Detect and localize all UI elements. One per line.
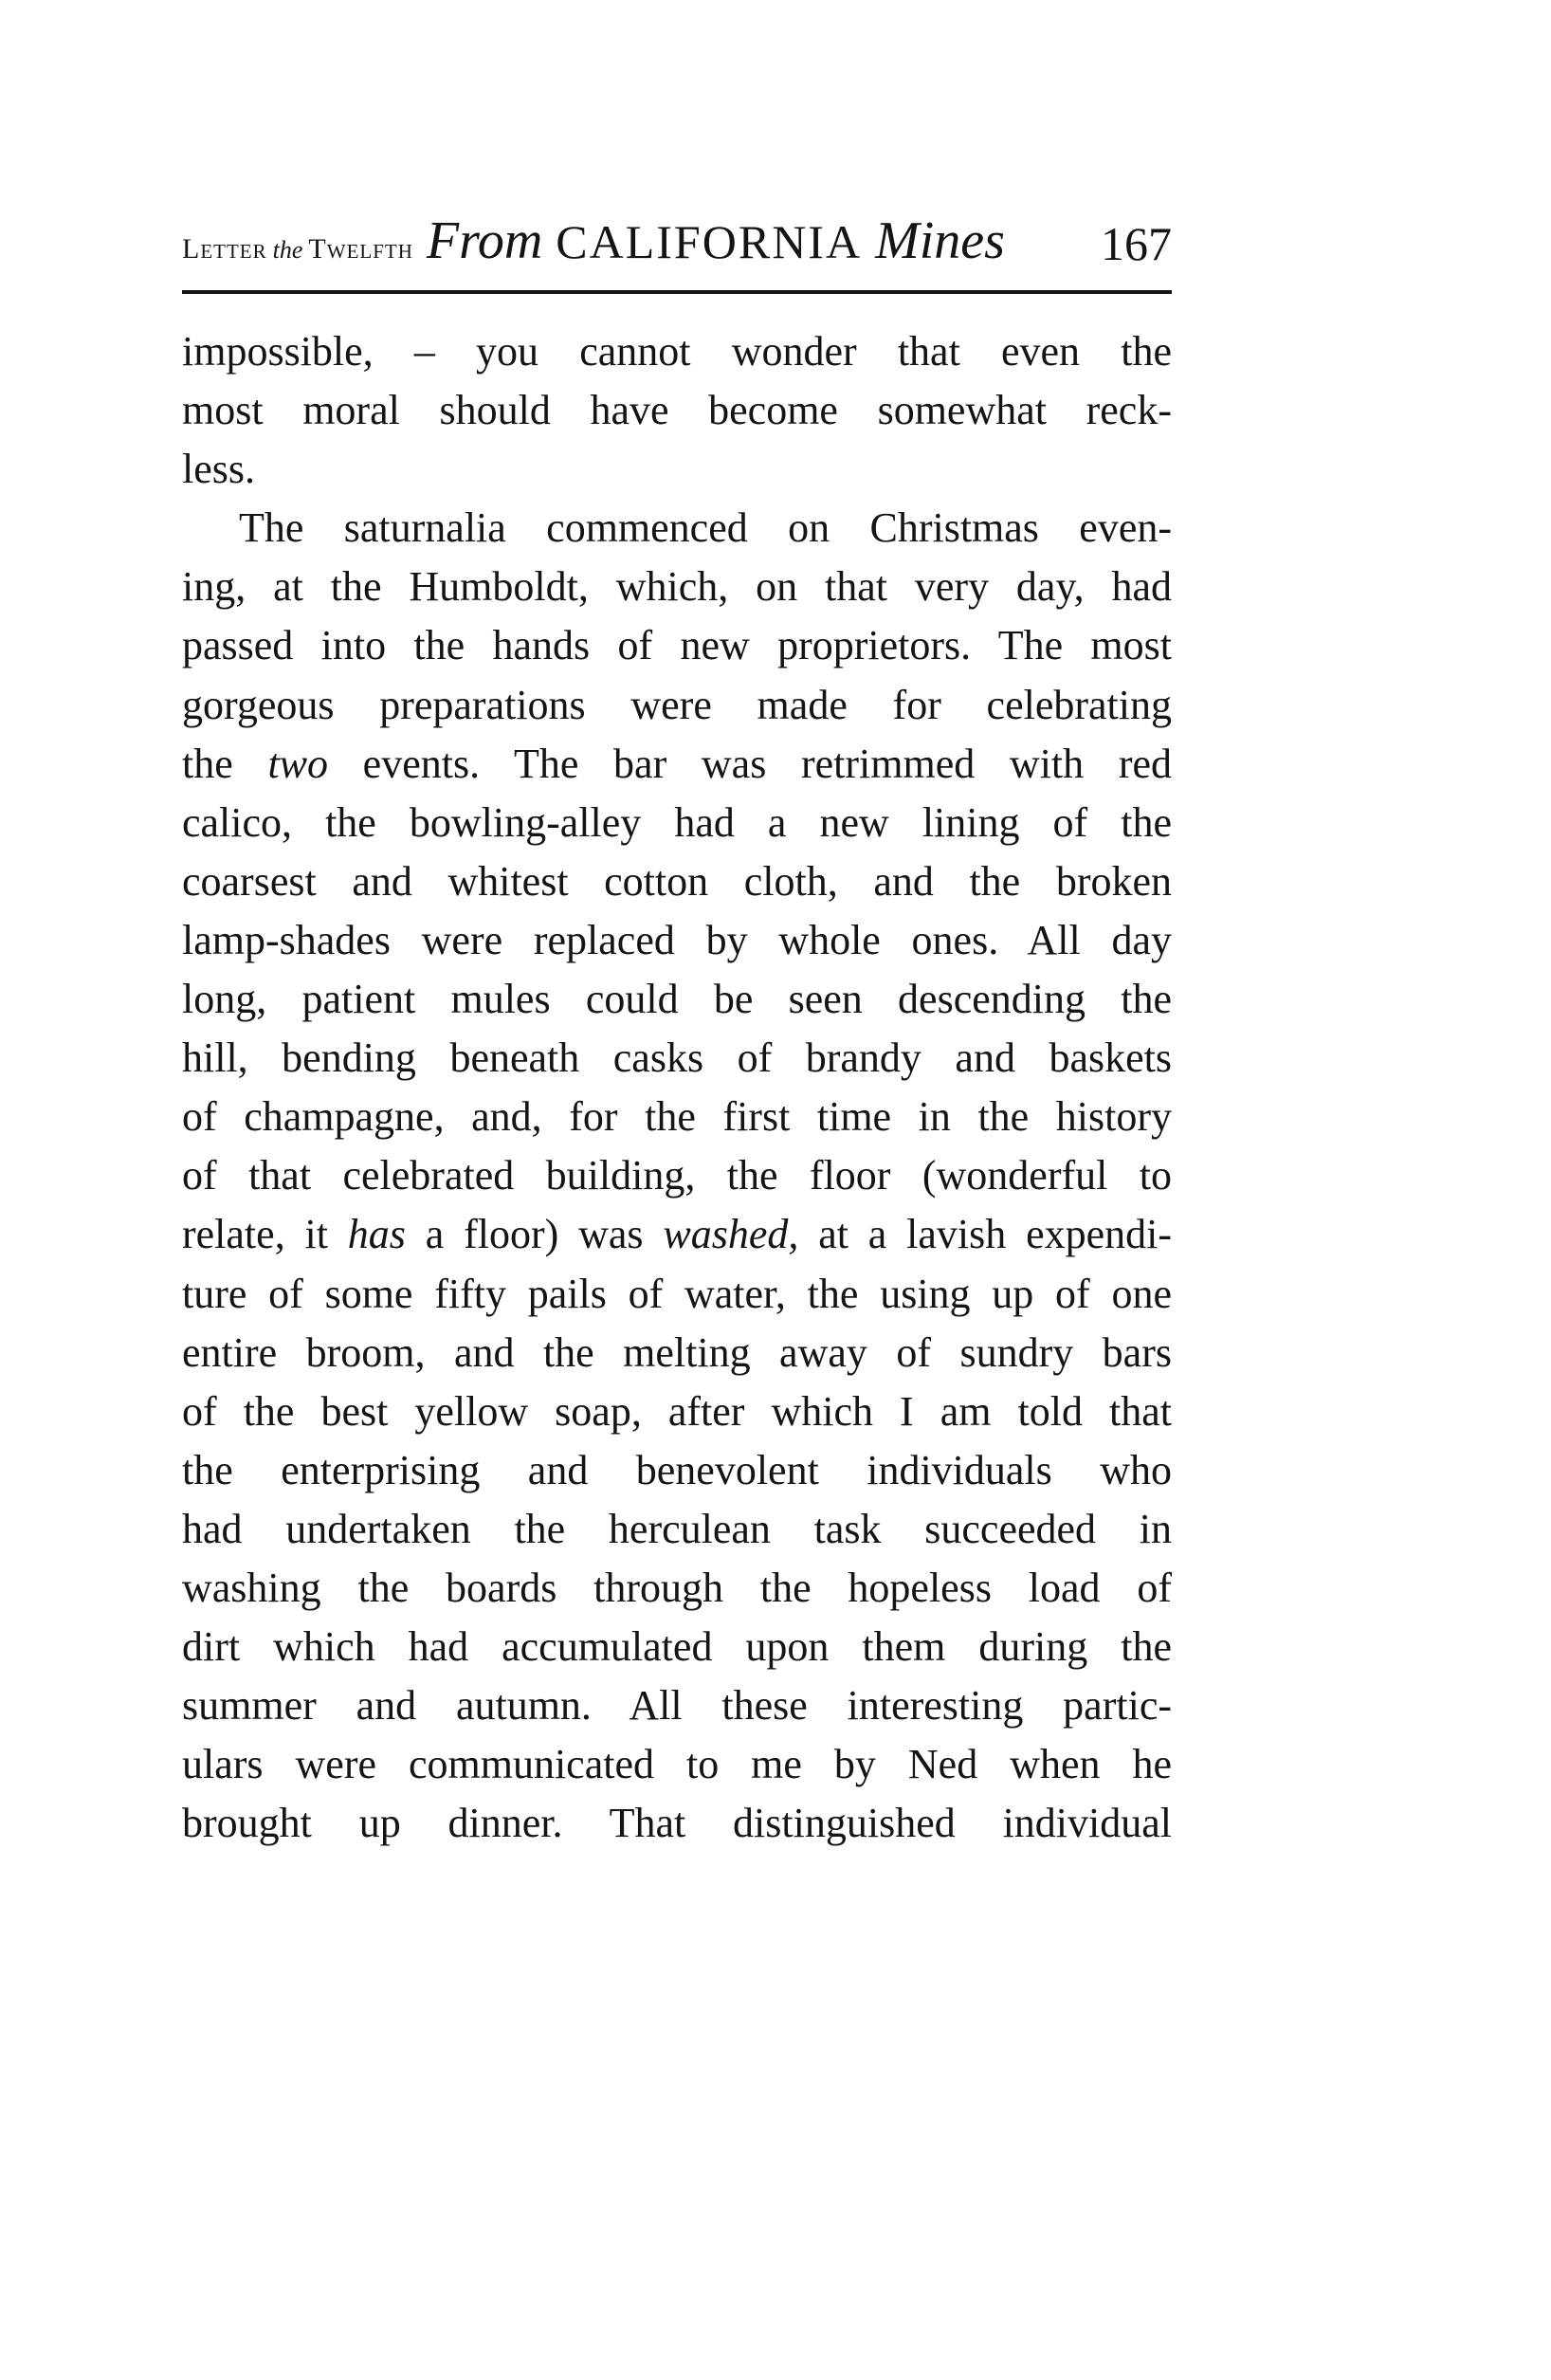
running-head-letter: Letter	[182, 233, 267, 265]
text-line: hill, bending beneath casks of brandy and baskets	[182, 1034, 1172, 1082]
running-header	[182, 207, 1172, 281]
text-line: washing the boards through the hopeless load of	[182, 1564, 1172, 1611]
text-line: impossible, – you cannot wonder that even the	[182, 328, 1172, 375]
text-run: events. The bar was retrimmed with red	[328, 740, 1172, 787]
text-line: brought up dinner. That distinguished individual	[182, 1800, 1172, 1847]
text-line: summer and autumn. All these interesting partic-	[182, 1682, 1172, 1730]
text-line: gorgeous preparations were made for celebrating	[182, 681, 1172, 728]
text-line: calico, the bowling-alley had a new lining of the	[182, 798, 1172, 846]
text-line: most moral should have become somewhat reck-	[182, 387, 1172, 434]
text-line: entire broom, and the melting away of sundry bars	[182, 1328, 1172, 1376]
text-line: the enterprising and benevolent individuals who	[182, 1446, 1172, 1493]
text-run-italic: has	[347, 1211, 406, 1258]
text-line: The saturnalia commenced on Christmas even-	[239, 504, 1172, 552]
running-head-california: CALIFORNIA	[556, 215, 863, 268]
body-text	[182, 322, 1172, 1853]
text-line: passed into the hands of new proprietors. The most	[182, 622, 1172, 669]
text-run: the	[182, 740, 268, 787]
text-line: ulars were communicated to me by Ned when he	[182, 1741, 1172, 1788]
running-head-from: From	[426, 211, 543, 270]
running-head-twelfth: Twelfth	[308, 233, 413, 265]
text-line: long, patient mules could be seen descending the	[182, 976, 1172, 1023]
text-line: of the best yellow soap, after which I am told that	[182, 1387, 1172, 1435]
text-run: at a lavish expendi-	[798, 1211, 1172, 1258]
text-line: dirt which had accumulated upon them during the	[182, 1623, 1172, 1671]
text-line: lamp-shades were replaced by whole ones. All day	[182, 916, 1172, 963]
text-run: relate, it	[182, 1211, 348, 1258]
text-line: of champagne, and, for the first time in the history	[182, 1093, 1172, 1141]
page-number: 167	[1101, 217, 1172, 270]
text-line	[182, 1205, 1172, 1264]
text-line: ture of some fifty pails of water, the using up of one	[182, 1270, 1172, 1317]
text-line: ing, at the Humboldt, which, on that very day, had	[182, 563, 1172, 611]
text-run: a floor) was	[405, 1211, 664, 1258]
text-line	[182, 735, 1172, 794]
running-head-mines: Mines	[875, 211, 1005, 270]
text-line: of that celebrated building, the floor (wonderful to	[182, 1152, 1172, 1199]
running-head-title	[182, 211, 1005, 270]
text-run-italic: washed,	[663, 1211, 799, 1258]
text-line: had undertaken the herculean task succeeded in	[182, 1505, 1172, 1552]
text-line: coarsest and whitest cotton cloth, and the broken	[182, 857, 1172, 905]
text-run-italic: two	[267, 740, 329, 787]
header-rule	[182, 290, 1172, 294]
text-line: less.	[182, 446, 255, 493]
running-head-the: the	[272, 236, 303, 264]
